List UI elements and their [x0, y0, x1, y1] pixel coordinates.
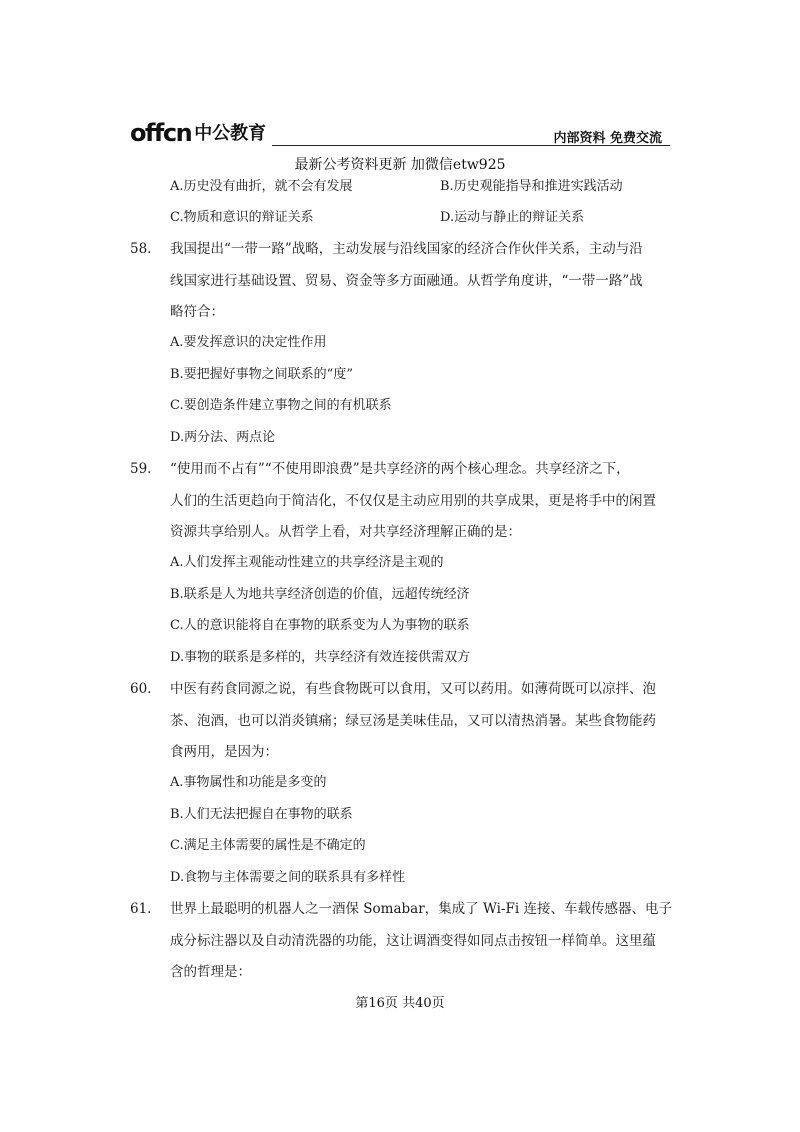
option-c: C.要创造条件建立事物之间的有机联系 — [170, 398, 392, 413]
offcn-logo — [130, 120, 266, 146]
question-text-line: “使用而不占有”“不使用即浪费”是共享经济的两个核心理念。共享经济之下， — [170, 461, 630, 477]
option-d: D.事物的联系是多样的，共享经济有效连接供需双方 — [170, 650, 471, 665]
question-number: 61. — [130, 901, 152, 917]
page-footer: 第16页 共40页 — [355, 996, 445, 1011]
promo-line: 最新公考资料更新 加微信etw925 — [294, 157, 506, 173]
prev-option-c: C.物质和意识的辩证关系 — [170, 210, 314, 225]
question-text-line: 人们的生活更趋向于简洁化，不仅仅是主动应用别的共享成果，更是将手中的闲置 — [170, 493, 656, 509]
option-d: D.两分法、两点论 — [170, 430, 276, 445]
question-text-line: 食两用，是因为： — [170, 744, 278, 760]
question-number: 59. — [130, 461, 152, 477]
question-text-line: 含的哲理是： — [170, 964, 251, 980]
option-a: A.要发挥意识的决定性作用 — [170, 335, 327, 350]
logo-chinese: 中公教育 — [194, 123, 267, 144]
option-b: B.人们无法把握自在事物的联系 — [170, 807, 353, 822]
question-text-line: 我国提出“一带一路”战略，主动发展与沿线国家的经济合作伙伴关系，主动与沿 — [170, 241, 643, 257]
prev-option-d: D.运动与静止的辩证关系 — [440, 210, 585, 225]
logo-english: offcn — [130, 119, 192, 147]
option-a: A.事物属性和功能是多变的 — [170, 775, 327, 790]
question-text-line: 世界上最聪明的机器人之一酒保 Somabar，集成了 Wi-Fi 连接、车载传感器、电子 — [170, 901, 672, 917]
option-a: A.人们发挥主观能动性建立的共享经济是主观的 — [170, 555, 444, 570]
page-header — [130, 120, 670, 150]
question-text-line: 略符合： — [170, 304, 224, 320]
option-b: B.联系是人为地共享经济创造的价值，远超传统经济 — [170, 587, 470, 602]
option-d: D.食物与主体需要之间的联系具有多样性 — [170, 870, 406, 885]
question-number: 60. — [130, 681, 152, 697]
question-text-line: 成分标注器以及自动清洗器的功能，这让调酒变得如同点击按钮一样简单。这里蕴 — [170, 933, 656, 949]
question-text-line: 中医有药食同源之说，有些食物既可以食用，又可以药用。如薄荷既可以凉拌、泡 — [170, 681, 656, 697]
question-number: 58. — [130, 241, 152, 257]
option-c: C.人的意识能将自在事物的联系变为人为事物的联系 — [170, 618, 470, 633]
option-b: B.要把握好事物之间联系的“度” — [170, 367, 353, 382]
prev-option-a: A.历史没有曲折，就不会有发展 — [170, 179, 353, 194]
option-c: C.满足主体需要的属性是不确定的 — [170, 838, 366, 853]
question-text-line: 茶、泡酒，也可以消炎镇痛；绿豆汤是美味佳品，又可以清热消暑。某些食物能药 — [170, 713, 656, 729]
header-right-text: 内部资料 免费交流 — [553, 131, 662, 146]
question-text-line: 线国家进行基础设置、贸易、资金等多方面融通。从哲学角度讲，“一带一路”战 — [170, 273, 643, 289]
prev-option-b: B.历史观能指导和推进实践活动 — [440, 179, 623, 194]
question-text-line: 资源共享给别人。从哲学上看，对共享经济理解正确的是： — [170, 524, 521, 540]
